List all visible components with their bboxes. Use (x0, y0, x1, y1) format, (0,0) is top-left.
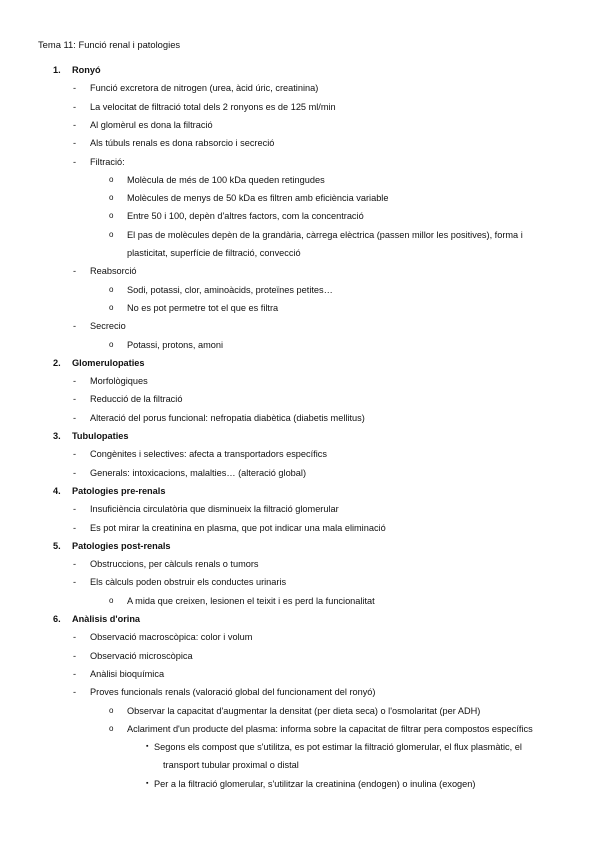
section-heading (0, 612, 599, 626)
section-title: Patologies post-renals (72, 540, 171, 551)
dash-list-item (0, 392, 599, 406)
section-number: 2. (53, 357, 61, 368)
circle-bullet-icon: o (109, 302, 114, 312)
list-item-text: La velocitat de filtració total dels 2 ronyons es de 125 ml/min (90, 101, 336, 112)
circle-bullet-item (0, 228, 599, 242)
list-item-text: Anàlisi bioquímica (90, 668, 165, 679)
dash-bullet-icon: - (73, 577, 77, 588)
dash-bullet-icon: - (73, 119, 77, 130)
dash-bullet-icon: - (73, 83, 77, 94)
list-item-text: Al glomèrul es dona la filtració (90, 119, 213, 130)
circle-bullet-icon: o (109, 229, 114, 239)
section-title: Anàlisis d'orina (72, 614, 141, 624)
square-bullet-icon: ▪ (146, 779, 149, 787)
dash-list-item (0, 264, 599, 278)
dash-list-item (0, 374, 599, 388)
list-item-text: Reabsorció (90, 266, 137, 277)
section-title: Tubulopaties (72, 431, 129, 441)
list-item-text: Aclariment d'un producte del plasma: informa sobre la capacitat de filtrar pera compostos específics (127, 723, 533, 734)
list-item-text: No es pot permetre tot el que es filtra (127, 302, 279, 313)
list-item-text: Per a la filtració glomerular, s'utilitzar la creatinina (endogen) o inulina (exogen) (154, 778, 476, 789)
list-item-text: Observació macroscòpica: color i volum (90, 632, 253, 643)
list-item-text: Observar la capacitat d'augmentar la densitat (per dieta seca) o l'osmolaritat (per ADH) (127, 705, 481, 716)
dash-bullet-icon: - (73, 376, 77, 387)
section-heading (0, 63, 599, 77)
circle-bullet-item (0, 594, 599, 608)
dash-list-item (0, 155, 599, 169)
list-item-text: Entre 50 i 100, depèn d'altres factors, com la concentració (127, 211, 364, 222)
list-item-text: Als túbuls renals es dona rabsorcio i secreció (90, 138, 275, 149)
dash-list-item (0, 319, 599, 333)
circle-bullet-item (0, 722, 599, 736)
dash-bullet-icon: - (73, 156, 77, 167)
dash-list-item (0, 118, 599, 132)
section-number: 5. (53, 540, 61, 551)
list-item-text: Observació microscòpica (90, 650, 193, 661)
dash-list-item (0, 667, 599, 681)
list-item-text: Secrecio (90, 321, 126, 332)
circle-bullet-icon: o (109, 595, 114, 605)
section-title: Glomerulopaties (72, 357, 145, 368)
list-item-continuation (0, 758, 599, 772)
list-item-text: Proves funcionals renals (valoració global del funcionament del ronyó) (90, 687, 376, 698)
dash-list-item (0, 100, 599, 114)
list-item-text: Els càlculs poden obstruir els conductes urinaris (90, 577, 287, 588)
circle-bullet-icon: o (109, 193, 114, 203)
dash-list-item (0, 447, 599, 461)
list-item-continuation (0, 246, 599, 260)
circle-bullet-icon: o (109, 284, 114, 294)
dash-list-item (0, 575, 599, 589)
list-item-text: Potassi, protons, amoni (127, 339, 224, 350)
dash-list-item (0, 649, 599, 663)
section-heading (0, 356, 599, 370)
dash-bullet-icon: - (73, 522, 77, 533)
dash-list-item (0, 630, 599, 644)
dash-bullet-icon: - (73, 321, 77, 332)
dash-bullet-icon: - (73, 449, 77, 460)
dash-bullet-icon: - (73, 412, 77, 423)
circle-bullet-item (0, 191, 599, 205)
section-title: Patologies pre-renals (72, 485, 166, 496)
dash-list-item (0, 521, 599, 535)
circle-bullet-icon: o (109, 211, 114, 221)
dash-bullet-icon: - (73, 632, 77, 643)
dash-bullet-icon: - (73, 394, 77, 405)
dash-bullet-icon: - (73, 559, 77, 570)
list-item-text: transport tubular proximal o distal (163, 760, 299, 771)
circle-bullet-item (0, 301, 599, 315)
circle-bullet-icon: o (109, 723, 114, 733)
list-item-text: Congènites i selectives: afecta a transportadors específics (90, 449, 327, 460)
list-item-text: Generals: intoxicacions, malalties… (alteració global) (90, 467, 307, 478)
list-item-text: El pas de molècules depèn de la grandària, càrrega elèctrica (passen millor les positives), forma i (127, 229, 523, 240)
list-item-text: Insuficiència circulatòria que disminueix la filtració glomerular (90, 504, 339, 515)
list-item-text: Segons els compost que s'utilitza, es pot estimar la filtració glomerular, el flux plasmàtic, el (154, 742, 522, 753)
dash-bullet-icon: - (73, 467, 77, 478)
section-heading (0, 429, 599, 443)
circle-bullet-item (0, 283, 599, 297)
list-item-text: plasticitat, superfície de filtració, convecció (127, 248, 301, 258)
dash-list-item (0, 685, 599, 699)
dash-bullet-icon: - (73, 687, 77, 698)
square-bullet-item (0, 740, 599, 754)
circle-bullet-item (0, 338, 599, 352)
dash-list-item (0, 136, 599, 150)
dash-list-item (0, 81, 599, 95)
section-number: 4. (53, 485, 61, 496)
list-item-text: Obstruccions, per càlculs renals o tumors (90, 559, 259, 570)
list-item-text: Funció excretora de nitrogen (urea, àcid úric, creatinina) (90, 83, 319, 94)
list-item-text: Es pot mirar la creatinina en plasma, que pot indicar una mala eliminació (90, 522, 386, 533)
dash-list-item (0, 557, 599, 571)
section-number: 6. (53, 614, 61, 624)
dash-bullet-icon: - (73, 504, 77, 515)
document-title: Tema 11: Funció renal i patologies (38, 39, 181, 50)
dash-bullet-icon: - (73, 138, 77, 149)
dash-bullet-icon: - (73, 668, 77, 679)
dash-list-item (0, 502, 599, 516)
section-number: 1. (53, 65, 61, 75)
circle-bullet-icon: o (109, 174, 114, 184)
square-bullet-icon: ▪ (146, 743, 149, 751)
section-heading (0, 484, 599, 498)
dash-bullet-icon: - (73, 266, 77, 277)
list-item-text: Sodi, potassi, clor, aminoàcids, proteïnes petites… (127, 284, 333, 295)
list-item-text: Molècula de més de 100 kDa queden retingudes (127, 174, 325, 185)
list-item-text: A mida que creixen, lesionen el teixit i es perd la funcionalitat (127, 595, 375, 606)
list-item-text: Alteració del porus funcional: nefropatia diabètica (diabetis mellitus) (90, 412, 365, 423)
list-item-text: Morfològiques (90, 376, 148, 387)
dash-bullet-icon: - (73, 650, 77, 661)
circle-bullet-item (0, 209, 599, 223)
dash-list-item (0, 411, 599, 425)
list-item-text: Filtració: (90, 156, 125, 167)
list-item-text: Reducció de la filtració (90, 394, 183, 405)
circle-bullet-item (0, 173, 599, 187)
section-heading (0, 539, 599, 553)
dash-list-item (0, 466, 599, 480)
section-number: 3. (53, 431, 61, 441)
dash-bullet-icon: - (73, 101, 77, 112)
square-bullet-item (0, 777, 599, 791)
circle-bullet-icon: o (109, 339, 114, 349)
circle-bullet-icon: o (109, 705, 114, 715)
section-title: Ronyó (72, 65, 101, 75)
list-item-text: Molècules de menys de 50 kDa es filtren amb eficiència variable (127, 193, 389, 204)
circle-bullet-item (0, 704, 599, 718)
